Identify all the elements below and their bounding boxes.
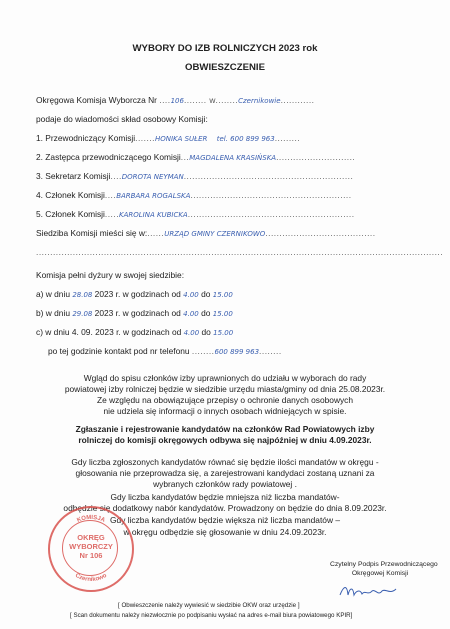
contact-phone: 600 899 963 (214, 348, 260, 356)
contact-line: po tej godzinie kontakt pod nr telefonu ........600 899 963........ (48, 346, 282, 356)
member-name: MAGDALENA KRASIŃSKA (189, 154, 277, 162)
seat-line: Siedziba Komisji mieści się w:......URZĄD GMINY CZERNIKOWO....................................... (36, 228, 376, 238)
rules-text: Gdy liczba zgłoszonych kandydatów równać się będzie ilości mandatów w okręgu - (71, 457, 379, 467)
signature-caption-1: Czytelny Podpis Przewodniczącego (330, 561, 438, 568)
access-text: Wgląd do spisu członków izby uprawnionych do udziału w wyborach do rady (83, 373, 367, 383)
member-name: BARBARA ROGALSKA (116, 192, 191, 200)
commission-number: 106 (170, 97, 184, 105)
rules-text: w okręgu odbędzie się głosowanie w dniu 24.09.2023r. (123, 527, 327, 537)
svg-text:KOMISJA (76, 515, 106, 524)
stamp-ring-top: KOMISJA (76, 514, 106, 524)
duty-intro: Komisja pełni dyżury w swojej siedzibie: (36, 270, 185, 280)
member-name: KAROLINA KUBICKA (119, 211, 188, 219)
rules-text: wybranych członków rady powiatowej . (153, 479, 297, 489)
member-phone: tel. 600 899 963 (216, 135, 275, 143)
document-subtitle: OBWIESZCZENIE (185, 62, 265, 73)
duty-row-c: c) w dniu 4. 09. 2023 r. w godzinach od 4.00 do 15.00 (36, 327, 234, 337)
seat-line-2: ................................................................................................................................................ (36, 247, 444, 257)
member-row-member-4: 4. Członek Komisji....BARBARA ROGALSKA......................................................... (36, 190, 352, 200)
member-name: DOROTA NEYMAN (121, 173, 184, 181)
intro-text: podaje do wiadomości skład osobowy Komisji: (36, 114, 208, 124)
stamp-ring-bottom: Czernikowo (74, 572, 108, 584)
footer-note-2: [ Scan dokumentu należy niezwłocznie po podpisaniu wysłać na adres e-mail biura powiatowego KPIR] (70, 612, 353, 619)
duty-row-b: b) w dniu 29.08 2023 r. w godzinach od 4.00 do 15.00 (36, 308, 233, 318)
stamp-line-1: OKRĘG (77, 533, 105, 542)
registration-text: Zgłaszanie i rejestrowanie kandydatów na członków Rad Powiatowych izby (75, 424, 375, 434)
access-text: powiatowej izby rolniczej będzie w siedzibie urzędu miasta/gminy od dnia 25.08.2023r. (64, 384, 386, 394)
document-title: WYBORY DO IZB ROLNICZYCH 2023 rok (132, 43, 318, 54)
official-stamp (48, 506, 134, 592)
member-row-deputy: 2. Zastępca przewodniczącego Komisji...MAGDALENA KRASIŃSKA............................ (36, 152, 356, 162)
handwritten-signature (338, 583, 398, 599)
member-row-member-5: 5. Członek Komisji.....KAROLINA KUBICKA........................................................... (36, 209, 355, 219)
seat-value: URZĄD GMINY CZERNIKOWO (164, 230, 266, 238)
rules-text: Gdy liczba kandydatów będzie mniejsza niż liczba mandatów- (110, 492, 340, 502)
member-row-secretary: 3. Sekretarz Komisji....DOROTA NEYMAN............................................................ (36, 171, 354, 181)
stamp-line-2: WYBORCZY (69, 542, 113, 551)
rules-text: odbędzie się dodatkowy nabór kandydatów. Prowadzony on będzie do dnia 8.09.2023r. (63, 503, 387, 513)
svg-text:Czernikowo (74, 573, 108, 583)
rules-text: głosowania nie przeprowadza się, a zarejestrowani kandydaci zostaną uznani za (75, 468, 375, 478)
commission-place: Czernikowie (238, 97, 281, 105)
signature-caption-2: Okręgowej Komisji (351, 570, 409, 577)
member-name: HONIKA SUŁER (154, 135, 208, 143)
commission-line: Okręgowa Komisja Wyborcza Nr ....106........ w........Czernikowie............ (36, 95, 315, 105)
registration-text: rolniczej do komisji okręgowych odbywa się najpóźniej w dniu 4.09.2023r. (78, 435, 372, 445)
rules-text: Gdy liczba kandydatów będzie większa niż liczba mandatów – (110, 515, 340, 525)
stamp-line-3: Nr 106 (79, 551, 103, 560)
duty-row-a: a) w dniu 28.08 2023 r. w godzinach od 4.00 do 15.00 (36, 289, 233, 299)
access-text: nie udziela się informacji o innych osobach widniejących w spisie. (103, 406, 347, 416)
footer-note-1: [ Obwieszczenie należy wywiesić w siedzibie OKW oraz urzędzie ] (118, 602, 300, 609)
access-text: Ze względu na obowiązujące przepisy o ochronie danych osobowych (96, 395, 354, 405)
member-row-chair: 1. Przewodniczący Komisji.......HONIKA SUŁER tel. 600 899 963......... (36, 133, 301, 143)
